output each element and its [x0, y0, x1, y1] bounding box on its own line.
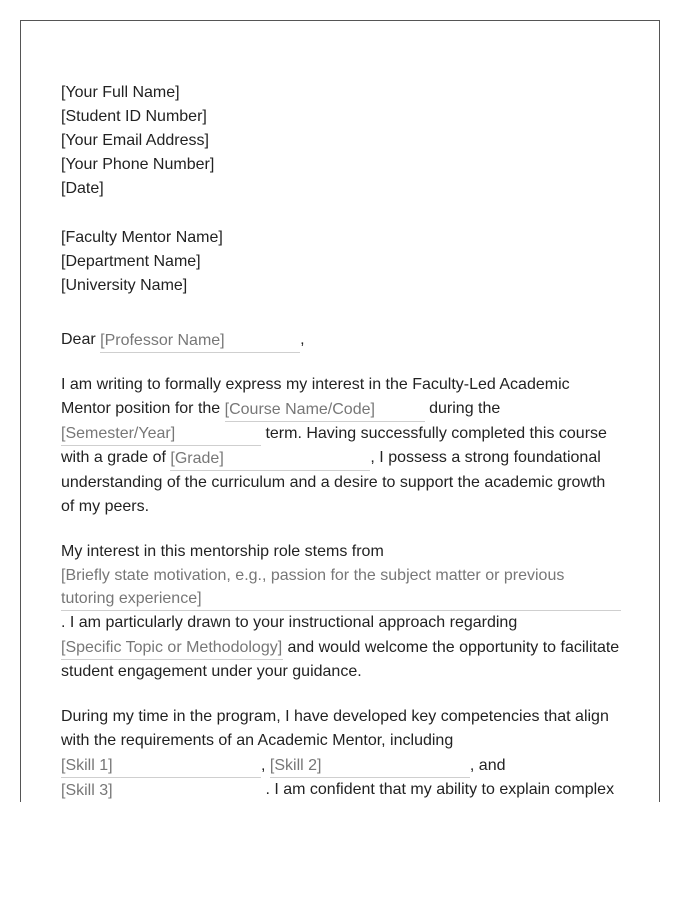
salutation: [61, 328, 623, 353]
motivation-text-1: My interest in this mentorship role stems from: [61, 542, 384, 560]
salutation-greeting: Dear: [61, 331, 96, 348]
grade-field[interactable]: [Grade]: [170, 447, 370, 471]
intro-text-1: I am writing to formally express my interest in the Faculty-Led Academic Mentor position for the: [61, 375, 570, 417]
sender-phone: [Your Phone Number]: [61, 156, 215, 173]
letter-date: [Date]: [61, 180, 104, 197]
skills-separator-1: ,: [261, 756, 266, 774]
competencies-text-2: . I am confident that my ability to explain complex: [265, 781, 615, 798]
topic-methodology-field[interactable]: [Specific Topic or Methodology]: [61, 636, 283, 660]
skill-1-field[interactable]: [Skill 1]: [61, 754, 261, 778]
sender-full-name: [Your Full Name]: [61, 84, 180, 101]
intro-text-2: during the: [429, 400, 501, 417]
letter-page: [20, 20, 660, 802]
motivation-text-3: and would welcome the opportunity to facilitate student engagement under your guidance.: [61, 638, 620, 680]
professor-name-field[interactable]: [Professor Name]: [100, 329, 300, 353]
sender-student-id: [Student ID Number]: [61, 108, 207, 125]
skill-2-field[interactable]: [Skill 2]: [270, 754, 470, 778]
paragraph-intro: [61, 373, 623, 520]
letter-body: [61, 81, 623, 802]
course-name-field[interactable]: [Course Name/Code]: [225, 398, 425, 422]
paragraph-motivation: [61, 540, 623, 685]
sender-email: [Your Email Address]: [61, 132, 209, 149]
sender-block: [61, 81, 623, 201]
skills-separator-2: , and: [469, 756, 506, 774]
recipient-department: [Department Name]: [61, 253, 201, 270]
recipient-block: [61, 226, 623, 298]
salutation-comma: ,: [300, 331, 305, 348]
recipient-mentor-name: [Faculty Mentor Name]: [61, 229, 223, 246]
intro-text-4: , I possess a strong foundational understanding of the curriculum and a desire to support the academic growth of my peers.: [61, 449, 606, 515]
semester-year-field[interactable]: [Semester/Year]: [61, 422, 261, 446]
motivation-field[interactable]: [Briefly state motivation, e.g., passion for the subject matter or previous tutoring experience]: [61, 564, 621, 611]
intro-text-3: term. Having successfully completed this course with a grade of: [61, 424, 607, 466]
motivation-text-2: . I am particularly drawn to your instructional approach regarding: [61, 614, 518, 631]
competencies-text-1: During my time in the program, I have developed key competencies that align with the requirements of an Academic Mentor, including: [61, 707, 609, 749]
skill-3-field[interactable]: [Skill 3]: [61, 779, 261, 803]
paragraph-competencies: [61, 705, 623, 803]
recipient-university: [University Name]: [61, 277, 188, 294]
